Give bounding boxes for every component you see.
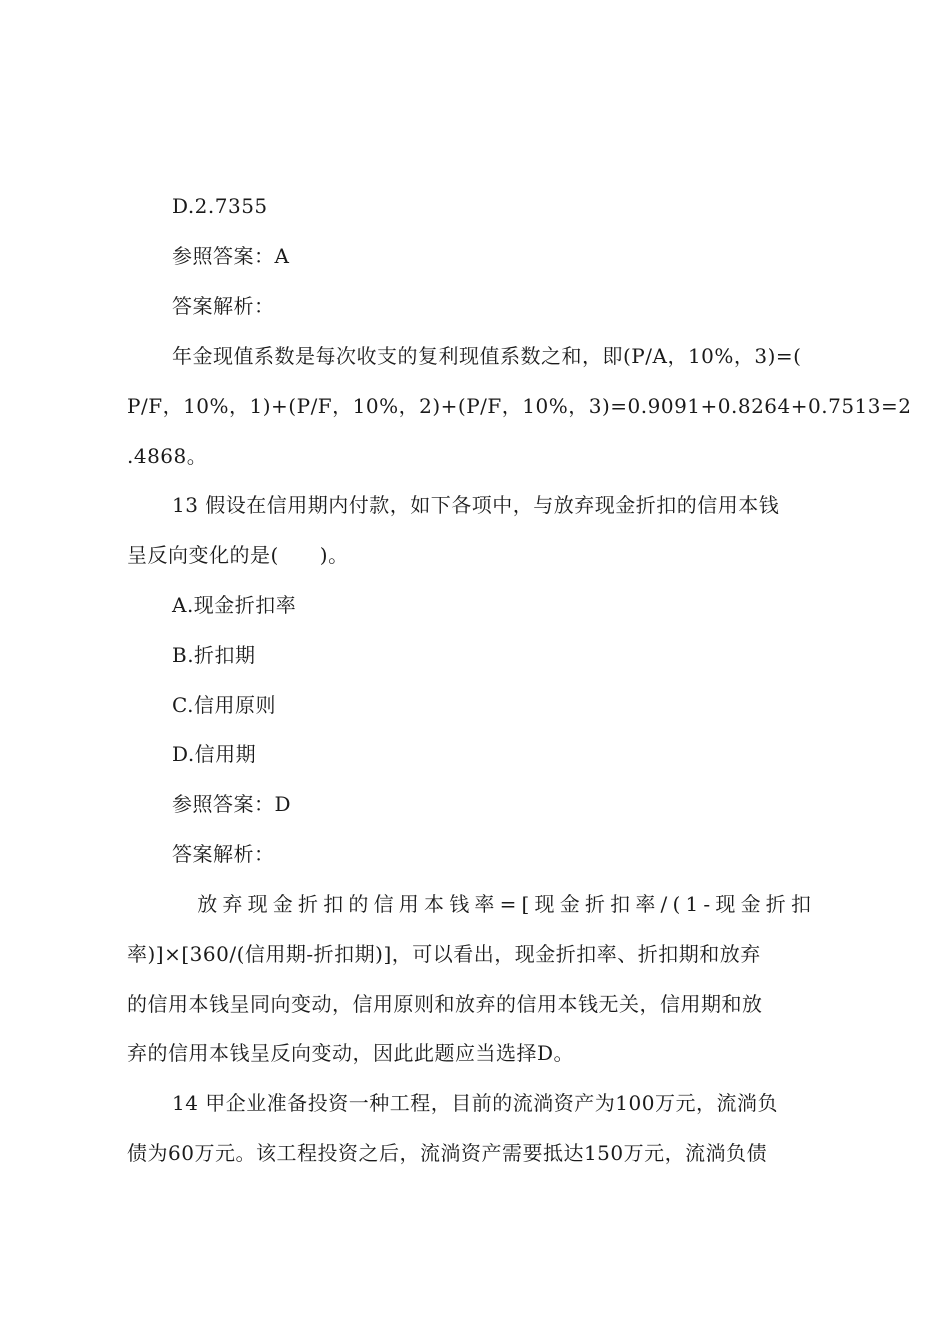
reference-answer: 参照答案：D	[172, 792, 292, 816]
option-b: B.折扣期	[172, 643, 256, 667]
analysis-text-line: 的信用本钱呈同向变动，信用原则和放弃的信用本钱无关，信用期和放	[127, 992, 763, 1016]
option-a: A.现金折扣率	[172, 593, 297, 617]
question-14-text: 14 甲企业准备投资一种工程，目前的流淌资产为100万元，流淌负	[172, 1091, 778, 1115]
analysis-text-line: 放弃现金折扣的信用本钱率=[现金折扣率/(1-现金折扣	[172, 892, 817, 916]
analysis-text-line: .4868。	[127, 444, 208, 468]
answer-analysis-heading: 答案解析：	[172, 842, 275, 866]
answer-analysis-heading: 答案解析：	[172, 294, 275, 318]
question-13-text: 13 假设在信用期内付款，如下各项中，与放弃现金折扣的信用本钱	[172, 493, 780, 517]
option-d-value: D.2.7355	[172, 194, 268, 218]
analysis-text-line: 弃的信用本钱呈反向变动，因此此题应当选择D。	[127, 1041, 575, 1065]
question-14-text: 债为60万元。该工程投资之后，流淌资产需要抵达150万元，流淌负债	[127, 1141, 768, 1165]
option-d: D.信用期	[172, 742, 257, 766]
option-c: C.信用原则	[172, 693, 276, 717]
question-13-text: 呈反向变化的是( )。	[127, 543, 349, 567]
reference-answer: 参照答案：A	[172, 244, 290, 268]
analysis-text-line: 率)]×[360/(信用期-折扣期)]，可以看出，现金折扣率、折扣期和放弃	[127, 942, 761, 966]
analysis-text-line: P/F，10%，1)+(P/F，10%，2)+(P/F，10%，3)=0.9091+0.8264+0.7513=2	[127, 394, 912, 418]
analysis-text-line: 年金现值系数是每次收支的复利现值系数之和，即(P/A，10%，3)=(	[172, 344, 802, 368]
